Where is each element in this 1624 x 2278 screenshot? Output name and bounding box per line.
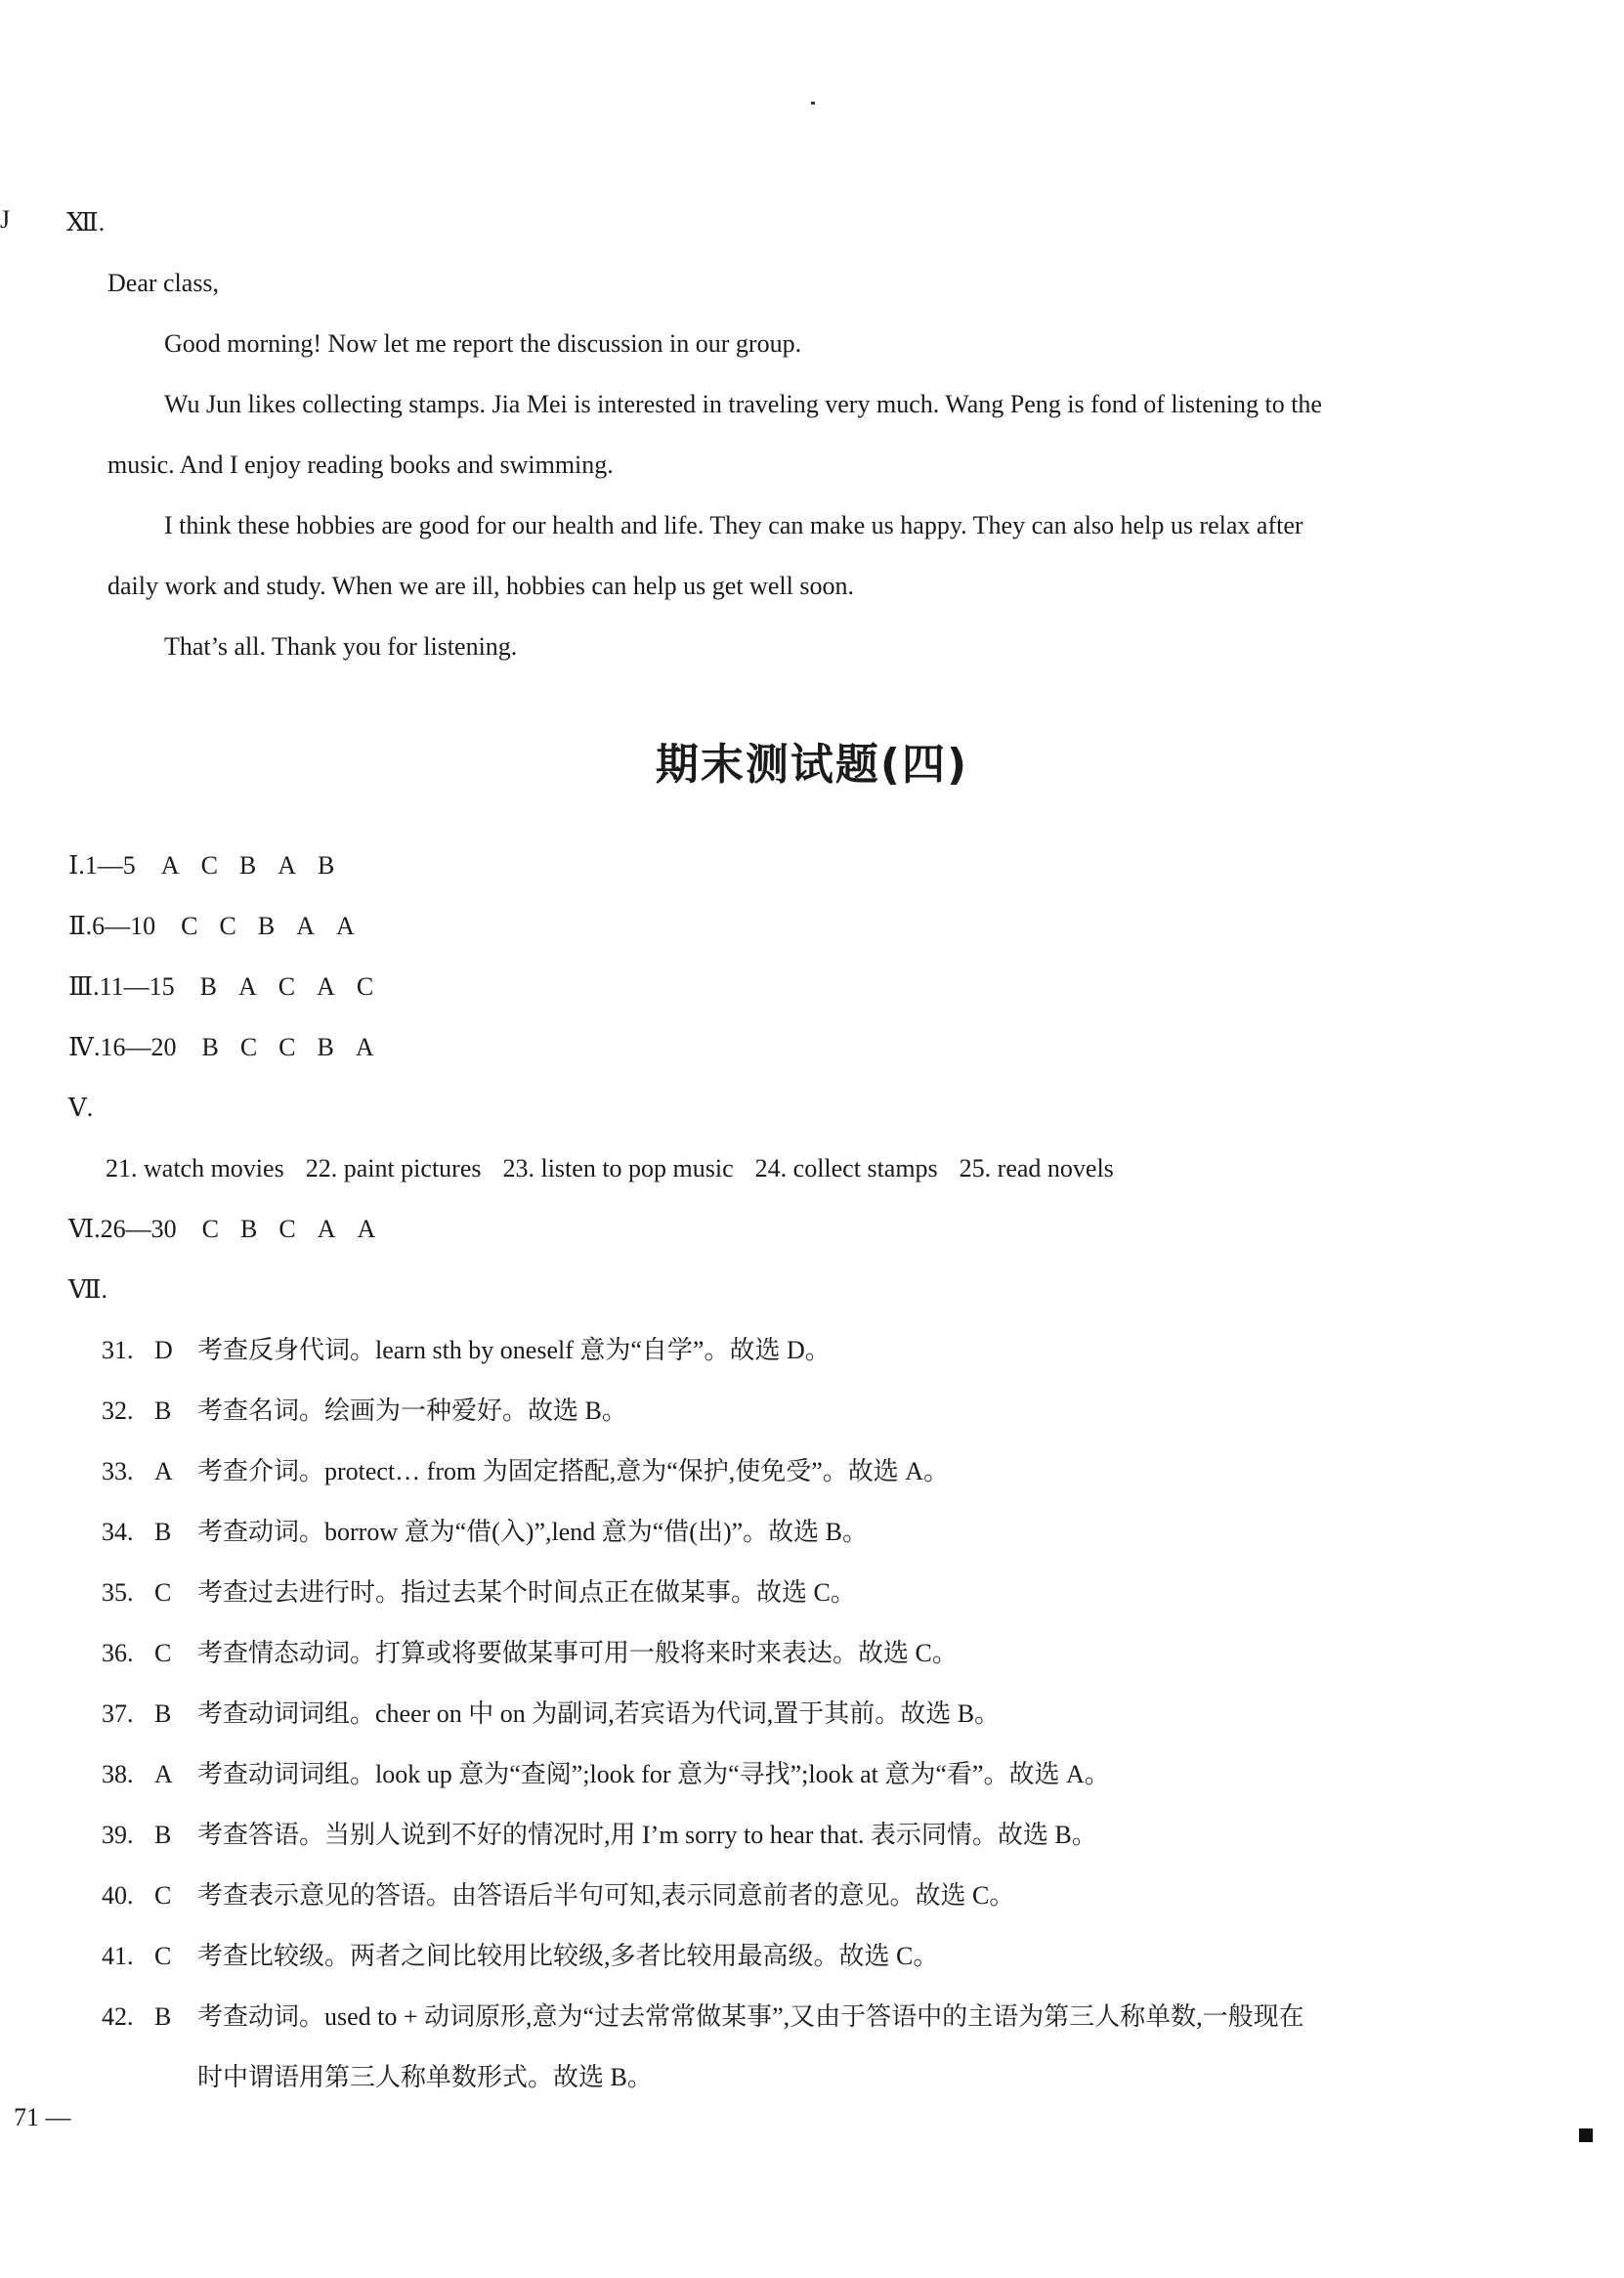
item-key: A — [154, 1760, 173, 1788]
item-key: B — [154, 1397, 172, 1425]
item-key: B — [154, 1518, 172, 1546]
answer-choice: A — [237, 972, 257, 1001]
item-explanation: 考查情态动词。打算或将要做某事可用一般将来时来表达。故选 C。 — [197, 1639, 958, 1667]
scan-speck — [811, 102, 815, 105]
letter-paragraph-3-line-2: daily work and study. When we are ill, hobbies can help us get well soon. — [107, 572, 854, 600]
margin-mark: J — [0, 205, 11, 234]
item-explanation-continued: 时中谓语用第三人称单数形式。故选 B。 — [197, 2063, 653, 2091]
item-number: 31. — [102, 1336, 134, 1364]
answer-row-2 — [68, 909, 376, 944]
answer-row-6 — [68, 1212, 397, 1247]
letter-paragraph-2-line-1: Wu Jun likes collecting stamps. Jia Mei is interested in traveling very much. Wang Peng is fond of listening to the — [164, 390, 1322, 418]
answer-choice: B — [199, 972, 217, 1001]
answer-row-label: Ⅵ.26—30 — [68, 1215, 177, 1243]
section-vii-label: Ⅶ. — [68, 1275, 108, 1304]
vocab-item: 23. listen to pop music — [502, 1154, 734, 1182]
answer-choice: A — [160, 851, 180, 880]
answer-choice: C — [356, 972, 374, 1001]
answer-choice: A — [317, 1215, 336, 1243]
item-number: 33. — [102, 1457, 134, 1485]
item-key: B — [154, 1821, 172, 1849]
item-key: C — [154, 1881, 172, 1910]
letter-closing: That’s all. Thank you for listening. — [164, 632, 518, 661]
answer-choice: C — [181, 912, 198, 940]
answer-choice: A — [357, 1215, 376, 1243]
item-explanation: 考查比较级。两者之间比较用比较级,多者比较用最高级。故选 C。 — [197, 1942, 939, 1970]
item-explanation: 考查动词。borrow 意为“借(入)”,lend 意为“借(出)”。故选 B。 — [197, 1518, 868, 1546]
answer-row-1 — [68, 848, 356, 883]
answer-choice: A — [278, 851, 297, 880]
item-number: 41. — [102, 1942, 134, 1970]
item-key: C — [154, 1942, 172, 1970]
answer-row-3 — [68, 969, 395, 1005]
letter-paragraph-3-line-1: I think these hobbies are good for our health and life. They can make us happy. They can also help us relax after — [164, 511, 1303, 539]
answer-row-label: Ⅱ.6—10 — [68, 912, 156, 940]
answer-choice: A — [317, 972, 335, 1001]
vocab-item: 25. read novels — [959, 1154, 1114, 1182]
corner-square-mark — [1579, 2128, 1593, 2142]
item-explanation: 考查答语。当别人说到不好的情况时,用 I’m sorry to hear that. 表示同情。故选 B。 — [197, 1821, 1097, 1849]
item-explanation: 考查名词。绘画为一种爱好。故选 B。 — [197, 1397, 627, 1425]
answer-choice: B — [238, 851, 257, 880]
letter-salutation: Dear class, — [107, 269, 220, 297]
item-number: 34. — [102, 1518, 134, 1546]
item-key: B — [154, 1699, 172, 1728]
letter-paragraph-2-line-2: music. And I enjoy reading books and swimming. — [107, 451, 614, 479]
item-key: D — [154, 1336, 173, 1364]
item-number: 32. — [102, 1397, 134, 1425]
item-explanation: 考查动词词组。look up 意为“查阅”;look for 意为“寻找”;look at 意为“看”。故选 A。 — [197, 1760, 1110, 1788]
item-explanation: 考查介词。protect… from 为固定搭配,意为“保护,使免受”。故选 A。 — [197, 1457, 950, 1485]
item-key: C — [154, 1639, 172, 1667]
item-number: 40. — [102, 1881, 134, 1910]
section-xii-heading: Ⅻ. — [66, 208, 106, 236]
answer-row-label: Ⅳ.16—20 — [68, 1033, 177, 1061]
answer-row-label: Ⅲ.11—15 — [68, 972, 175, 1001]
item-number: 39. — [102, 1821, 134, 1849]
answer-choice: A — [335, 912, 355, 940]
item-number: 35. — [102, 1578, 134, 1607]
answer-choice: C — [239, 1033, 258, 1061]
answer-choice: C — [278, 1033, 296, 1061]
item-number: 42. — [102, 2002, 134, 2031]
item-explanation: 考查表示意见的答语。由答语后半句可知,表示同意前者的意见。故选 C。 — [197, 1881, 1015, 1910]
item-key: C — [154, 1578, 172, 1607]
vocab-item: 22. paint pictures — [305, 1154, 482, 1182]
vocab-item: 21. watch movies — [106, 1154, 284, 1182]
section-v-label: Ⅴ. — [68, 1094, 94, 1122]
item-explanation: 考查过去进行时。指过去某个时间点正在做某事。故选 C。 — [197, 1578, 856, 1607]
section-v-items — [106, 1151, 1135, 1186]
answer-choice: C — [219, 912, 236, 940]
page-number: 71 — — [14, 2103, 71, 2131]
answer-choice: B — [318, 851, 335, 880]
answer-choice: B — [317, 1033, 334, 1061]
item-number: 38. — [102, 1760, 134, 1788]
answer-choice: B — [201, 1033, 219, 1061]
answer-choice: B — [257, 912, 276, 940]
answer-choice: A — [355, 1033, 374, 1061]
item-key: B — [154, 2002, 172, 2031]
answer-choice: C — [200, 851, 218, 880]
item-number: 37. — [102, 1699, 134, 1728]
answer-choice: C — [278, 972, 296, 1001]
answer-choice: A — [296, 912, 315, 940]
item-key: A — [154, 1457, 173, 1485]
page-title: 期末测试题(四) — [655, 740, 969, 790]
answer-choice: B — [240, 1215, 258, 1243]
item-explanation: 考查动词词组。cheer on 中 on 为副词,若宾语为代词,置于其前。故选 B。 — [197, 1699, 1001, 1728]
answer-choice: C — [201, 1215, 219, 1243]
item-explanation: 考查反身代词。learn sth by oneself 意为“自学”。故选 D。 — [197, 1336, 831, 1364]
item-number: 36. — [102, 1639, 134, 1667]
item-explanation: 考查动词。used to + 动词原形,意为“过去常常做某事”,又由于答语中的主语为第三人称单数,一般现在 — [197, 2002, 1304, 2031]
answer-row-label: Ⅰ.1—5 — [68, 851, 136, 880]
answer-row-4 — [68, 1030, 396, 1065]
vocab-item: 24. collect stamps — [754, 1154, 938, 1182]
answer-choice: C — [278, 1215, 296, 1243]
letter-paragraph-1: Good morning! Now let me report the discussion in our group. — [164, 329, 802, 358]
